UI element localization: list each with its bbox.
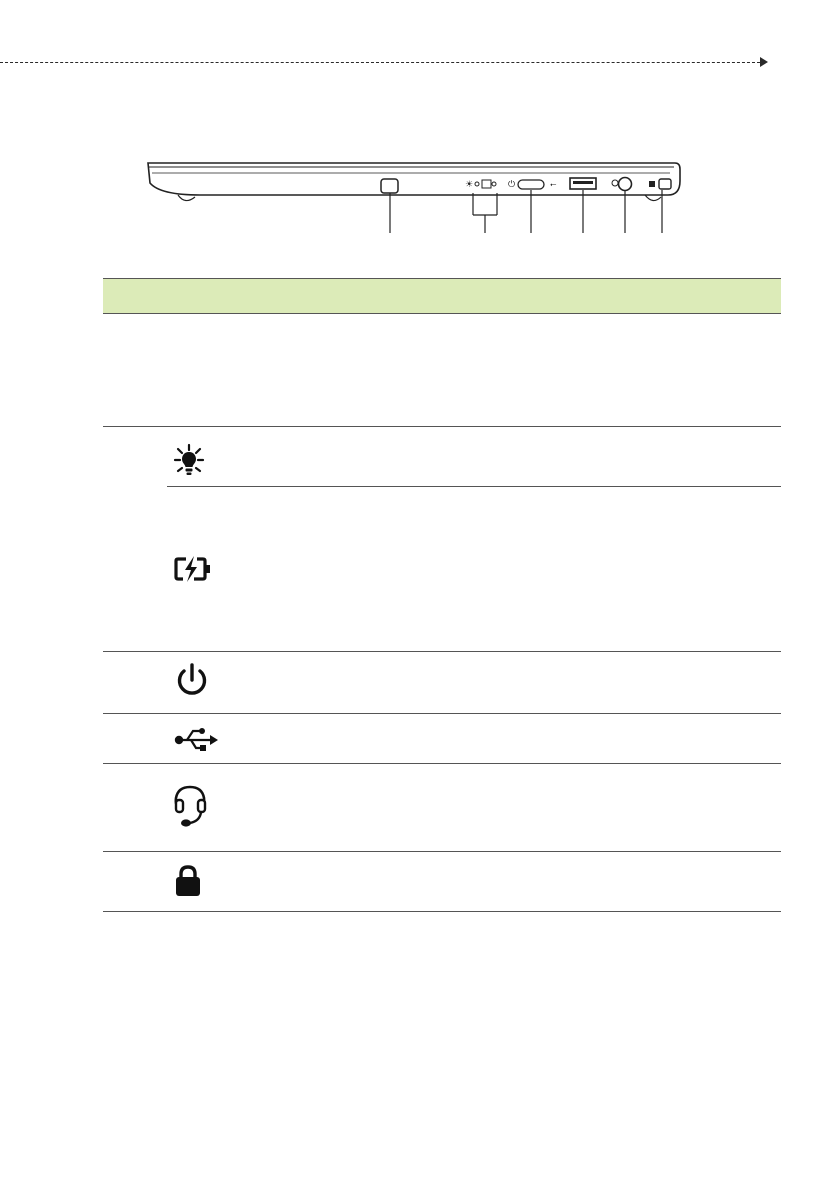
table-header: [103, 278, 781, 314]
callout-lines: [390, 190, 662, 233]
svg-text:⏻: ⏻: [508, 180, 516, 190]
headset-icon: [173, 784, 209, 830]
laptop-side-illustration: [140, 155, 700, 245]
table-row-led-group: [103, 427, 781, 652]
battery-charging-icon: [173, 555, 213, 583]
table-row: [103, 714, 781, 764]
lock-icon: [173, 864, 203, 898]
pen-slot: [381, 179, 398, 193]
spec-table: [103, 278, 781, 912]
table-row: [103, 652, 781, 714]
svg-text:⭠: ⭠: [550, 180, 557, 189]
power-button: [508, 179, 544, 190]
table-row: [103, 314, 781, 427]
usb-icon: [173, 727, 219, 751]
lightbulb-icon: [173, 443, 207, 477]
svg-text:☀: ☀: [465, 180, 474, 190]
subrow-divider: [167, 486, 781, 487]
top-dashed-rule: [0, 62, 760, 63]
table-row: [103, 764, 781, 852]
power-icon: [173, 662, 211, 700]
table-row: [103, 852, 781, 912]
